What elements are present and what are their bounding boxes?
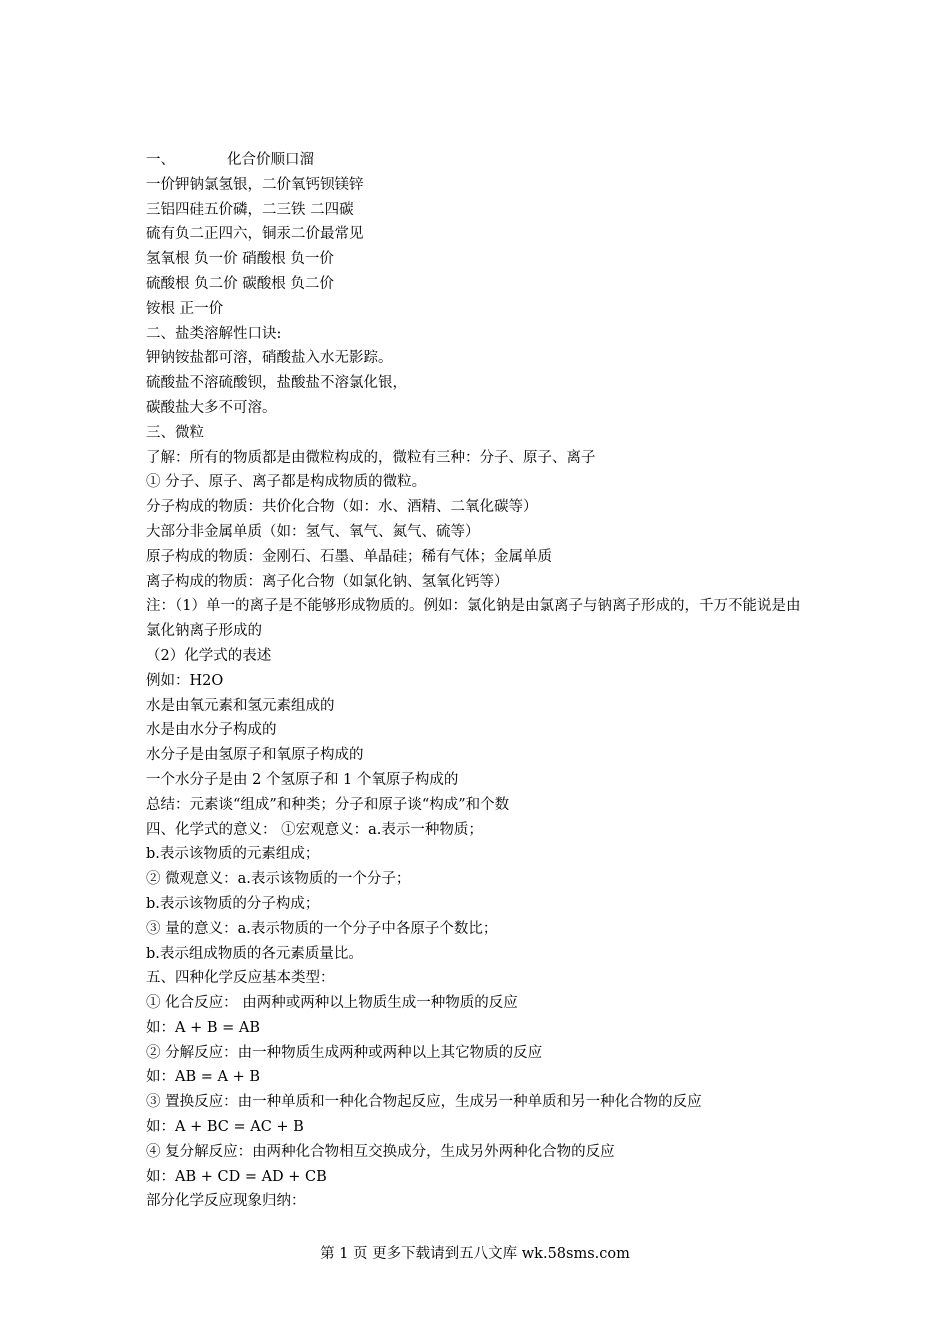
section-heading: 三、微粒 (146, 424, 204, 441)
text-line: 离子构成的物质：离子化合物（如氯化钠、氢氧化钙等） (146, 573, 509, 590)
text-line: b.表示该物质的元素组成； (146, 846, 320, 863)
text-line: 大部分非金属单质（如：氢气、氧气、氮气、硫等） (146, 523, 480, 540)
text-line: b.表示组成物质的各元素质量比。 (146, 945, 363, 962)
text-line: （2）化学式的表述 (146, 647, 272, 664)
heading-number: 一、 (146, 152, 175, 168)
text-line: b.表示该物质的分子构成； (146, 895, 320, 912)
text-line: 硫酸盐不溶硫酸钡，盐酸盐不溶氯化银， (146, 375, 407, 392)
heading-title: 化合价顺口溜 (227, 152, 314, 168)
text-line: ① 分子、原子、离子都是构成物质的微粒。 (146, 474, 427, 491)
text-line: 部分化学反应现象归纳： (146, 1193, 306, 1210)
text-line: 总结：元素谈“组成”和种类；分子和原子谈“构成”和个数 (146, 796, 510, 813)
document-body (146, 148, 811, 1214)
text-line: ② 微观意义：a.表示该物质的一个分子； (146, 871, 411, 888)
text-line: 了解：所有的物质都是由微粒构成的，微粒有三种：分子、原子、离子 (146, 449, 596, 466)
text-line: 例如：H2O (146, 672, 224, 689)
text-line: ② 分解反应：由一种物质生成两种或两种以上其它物质的反应 (146, 1044, 543, 1061)
text-line: 分子构成的物质：共价化合物（如：水、酒精、二氧化碳等） (146, 499, 538, 516)
text-line: 水分子是由氢原子和氧原子构成的 (146, 747, 364, 764)
page-footer: 第 1 页 更多下载请到五八文库 wk.58sms.com (320, 1246, 630, 1262)
text-line: 三铝四硅五价磷，二三铁 二四碳 (146, 201, 354, 218)
section-heading: 五、四种化学反应基本类型： (146, 970, 335, 987)
text-line: 氢氧根 负一价 硝酸根 负一价 (146, 251, 334, 268)
text-line: 如：AB + CD = AD + CB (146, 1168, 327, 1185)
text-line: 硫有负二正四六，铜汞二价最常见 (146, 226, 364, 243)
section-heading: 四、化学式的意义： ①宏观意义：a.表示一种物质； (146, 821, 483, 838)
note-paragraph: 注：（1）单一的离子是不能够形成物质的。例如：氯化钠是由氯离子与钠离子形成的，千万不能说是由氯化钠离子形成的 (146, 598, 801, 640)
text-line: ③ 量的意义：a.表示物质的一个分子中各原子个数比； (146, 920, 498, 937)
text-line: 如：AB = A + B (146, 1069, 260, 1086)
text-line: 一个水分子是由 2 个氢原子和 1 个氧原子构成的 (146, 771, 459, 788)
section-heading: 二、盐类溶解性口诀: (146, 325, 282, 342)
text-line: 碳酸盐大多不可溶。 (146, 399, 277, 416)
text-line: 如：A + BC = AC + B (146, 1119, 304, 1136)
text-line: 一价钾钠氯氢银，二价氧钙钡镁锌 (146, 176, 364, 193)
text-line: 钾钠铵盐都可溶，硝酸盐入水无影踪。 (146, 350, 393, 367)
text-line: ③ 置换反应：由一种单质和一种化合物起反应，生成另一种单质和另一种化合物的反应 (146, 1094, 702, 1111)
text-line: 水是由水分子构成的 (146, 722, 277, 739)
text-line: 原子构成的物质：金刚石、石墨、单晶硅；稀有气体；金属单质 (146, 548, 552, 565)
text-line: 如：A + B = AB (146, 1019, 260, 1036)
text-line: ④ 复分解反应：由两种化合物相互交换成分，生成另外两种化合物的反应 (146, 1143, 615, 1160)
text-line: 铵根 正一价 (146, 300, 224, 317)
section-heading (146, 148, 811, 173)
text-line: 硫酸根 负二价 碳酸根 负二价 (146, 275, 334, 292)
text-line: ① 化合反应： 由两种或两种以上物质生成一种物质的反应 (146, 995, 518, 1012)
text-line: 水是由氧元素和氢元素组成的 (146, 697, 335, 714)
